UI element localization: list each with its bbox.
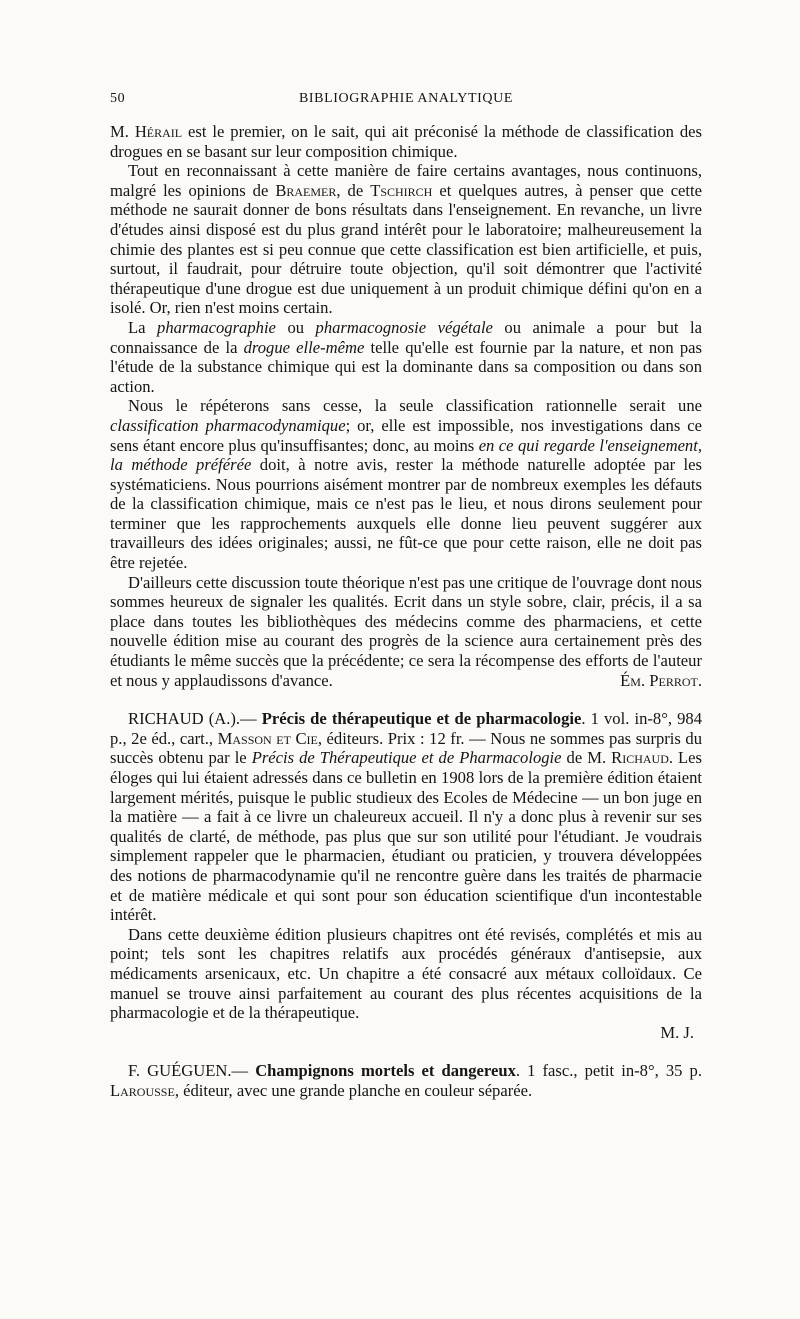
reviewer-signature: M. J. bbox=[660, 1022, 694, 1042]
publisher-name: Masson et Cie bbox=[217, 728, 318, 748]
author-name: Tschirch bbox=[370, 180, 433, 200]
review1-paragraph-1: M. Hérail est le premier, on le sait, qui ait préconisé la méthode de classification des drogues en se basant sur leur composition chimique. bbox=[110, 122, 702, 161]
review2-paragraph-2: Dans cette deuxième édition plusieurs chapitres ont été revisés, complétés et mis au point; tels sont les chapitres relatifs aux procédés généraux d'antisepsie, aux médicaments arsenicaux, etc. Un chapitre a été consacré aux métaux colloïdaux. Ce manuel se trouve ainsi parfaitement au courant des plus récentes acquisitions de la pharmacologie et de la thérapeutique. bbox=[110, 924, 702, 1023]
review1-paragraph-2: Tout en reconnaissant à cette manière de faire certains avantages, nous continuons, malgré les opinions de Braemer, de Tschirch et quelques autres, à penser que cette méthode ne saurait donner de bons résultats dans l'enseignement. En revanche, un livre d'études ainsi disposé est du plus grand intérêt pour le laboratoire; malheureusement la chimie des plantes est si peu connue que cette classification est bien artificielle, et puis, surtout, il faudrait, pour détruire toute objection, qu'il soit démontrer que l'activité thérapeutique d'une drogue est due uniquement à un produit chimique défini qu'on en a isolé. Or, rien n'est moins certain. bbox=[110, 161, 703, 318]
review2-entry: RICHAUD (A.).— Précis de thérapeutique et de pharmacologie. 1 vol. in-8°, 984 p., 2e éd., cart., Masson et Cie, éditeurs. Prix : 12 fr. — Nous ne sommes pas surpris du succès obtenu par le Précis de Thérapeutique et de Pharmacologie de M. Richaud. Les éloges qui lui étaient adressés dans ce bulletin en 1908 lors de la première édition étaient largement mérités, puisque le public studieux des Ecoles de Médecine — un bon juge en la matière — a fait à ce livre un chaleureux accueil. Il n'y a donc plus à revenir sur ses qualités de clarté, de méthode, pas plus que sur son utilité pour l'étudiant. Je voudrais simplement rappeler que le pharmacien, étudiant ou praticien, y trouvera développées des notions de pharmacodynamie qu'il ne rencontre guère dans les traités de pharmacie et de matière médicale et qui sont pour son éducation scientifique d'un incontestable intérêt. bbox=[110, 709, 703, 925]
review1-paragraph-5: D'ailleurs cette discussion toute théorique n'est pas une critique de l'ouvrage dont nous sommes heureux de signaler les qualités. Ecrit dans un style sobre, clair, précis, il a sa place dans toutes les bibliothèques des médecins comme des pharmaciens, et cette nouvelle édition mise au courant des progrès de la science aura certainement près des étudiants le même succès que la précédente; ce sera la récompense des efforts de l'auteur et nous y applaudissons d'avance. Ém. Perrot. bbox=[110, 572, 702, 690]
review3-author: F. GUÉGUEN.— bbox=[128, 1061, 256, 1081]
reviewer-signature: Ém. Perrot. bbox=[620, 670, 702, 690]
author-name: Richaud bbox=[611, 748, 669, 768]
review1-paragraph-3: La pharmacographie ou pharmacognosie végétale ou animale a pour but la connaissance de la drogue elle-même telle qu'elle est fournie par la nature, et non pas l'étude de la substance chimique qui est la dominante dans sa composition ou dans son action. bbox=[110, 317, 702, 396]
publisher-name: Larousse bbox=[110, 1080, 175, 1100]
author-name: Braemer bbox=[275, 180, 337, 200]
page-body bbox=[110, 122, 702, 1101]
review3-entry: F. GUÉGUEN.— Champignons mortels et dangereux. 1 fasc., petit in-8°, 35 p. Larousse, éditeur, avec une grande planche en couleur séparée. bbox=[110, 1061, 702, 1100]
review2-author: RICHAUD (A.).— bbox=[128, 709, 262, 729]
review1-paragraph-4: Nous le répéterons sans cesse, la seule classification rationnelle serait une classification pharmacodynamique; or, elle est impossible, nos investigations dans ce sens étant encore plus qu'insuffisantes; donc, au moins en ce qui regarde l'enseignement, la méthode préférée doit, à notre avis, rester la méthode naturelle adoptée par les systématiciens. Nous pourrions aisément montrer par de nombreux exemples les défauts de la classification chimique, mais ce n'est pas le lieu, et nous dirons seulement pour terminer que les rapprochements auxquels elle donne lieu peuvent suggérer aux travailleurs des idées originales; aussi, ne fût-ce que pour cette raison, elle ne doit pas être rejetée. bbox=[110, 396, 702, 573]
running-title: BIBLIOGRAPHIE ANALYTIQUE bbox=[298, 91, 514, 106]
running-header bbox=[110, 91, 702, 113]
author-name: Hérail bbox=[134, 122, 183, 141]
review3-book-title: Champignons mortels et dangereux bbox=[255, 1061, 516, 1081]
page-number: 50 bbox=[110, 91, 126, 106]
review2-book-title: Précis de thérapeutique et de pharmacologie bbox=[261, 709, 582, 729]
